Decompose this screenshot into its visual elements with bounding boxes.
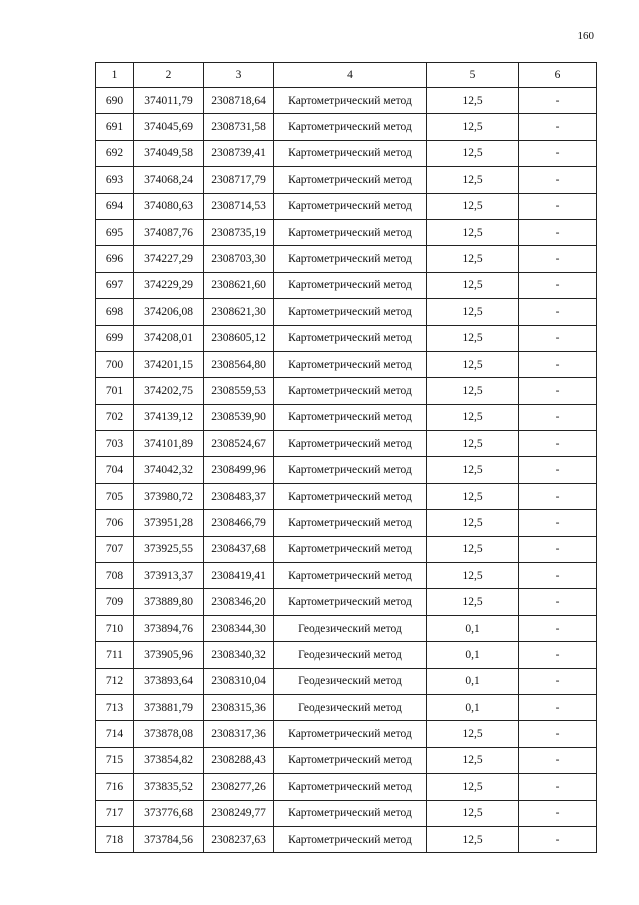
- x-coordinate-cell: 374208,01: [134, 325, 204, 351]
- column-header: 1: [96, 63, 134, 88]
- method-cell: Картометрический метод: [274, 325, 427, 351]
- point-number-cell: 702: [96, 404, 134, 430]
- point-number-cell: 717: [96, 800, 134, 826]
- method-cell: Картометрический метод: [274, 404, 427, 430]
- note-cell: -: [519, 140, 597, 166]
- table-row: [96, 615, 597, 641]
- column-header: 4: [274, 63, 427, 88]
- method-cell: Картометрический метод: [274, 167, 427, 193]
- y-coordinate-cell: 2308731,58: [204, 114, 274, 140]
- y-coordinate-cell: 2308466,79: [204, 510, 274, 536]
- accuracy-cell: 12,5: [427, 88, 519, 114]
- point-number-cell: 698: [96, 299, 134, 325]
- column-header: 2: [134, 63, 204, 88]
- table-row: [96, 431, 597, 457]
- point-number-cell: 697: [96, 272, 134, 298]
- x-coordinate-cell: 374139,12: [134, 404, 204, 430]
- point-number-cell: 718: [96, 826, 134, 852]
- point-number-cell: 700: [96, 351, 134, 377]
- accuracy-cell: 12,5: [427, 167, 519, 193]
- accuracy-cell: 12,5: [427, 140, 519, 166]
- accuracy-cell: 12,5: [427, 219, 519, 245]
- method-cell: Картометрический метод: [274, 193, 427, 219]
- x-coordinate-cell: 374227,29: [134, 246, 204, 272]
- coordinates-table: [95, 62, 597, 853]
- y-coordinate-cell: 2308237,63: [204, 826, 274, 852]
- method-cell: Картометрический метод: [274, 747, 427, 773]
- y-coordinate-cell: 2308718,64: [204, 88, 274, 114]
- table-row: [96, 774, 597, 800]
- y-coordinate-cell: 2308499,96: [204, 457, 274, 483]
- accuracy-cell: 12,5: [427, 378, 519, 404]
- x-coordinate-cell: 373925,55: [134, 536, 204, 562]
- table-row: [96, 589, 597, 615]
- y-coordinate-cell: 2308437,68: [204, 536, 274, 562]
- method-cell: Картометрический метод: [274, 272, 427, 298]
- y-coordinate-cell: 2308564,80: [204, 351, 274, 377]
- note-cell: -: [519, 325, 597, 351]
- note-cell: -: [519, 642, 597, 668]
- y-coordinate-cell: 2308621,60: [204, 272, 274, 298]
- accuracy-cell: 0,1: [427, 615, 519, 641]
- table-row: [96, 299, 597, 325]
- note-cell: -: [519, 668, 597, 694]
- accuracy-cell: 12,5: [427, 404, 519, 430]
- y-coordinate-cell: 2308717,79: [204, 167, 274, 193]
- method-cell: Картометрический метод: [274, 721, 427, 747]
- table-row: [96, 563, 597, 589]
- accuracy-cell: 12,5: [427, 721, 519, 747]
- table-row: [96, 483, 597, 509]
- y-coordinate-cell: 2308621,30: [204, 299, 274, 325]
- x-coordinate-cell: 373893,64: [134, 668, 204, 694]
- note-cell: -: [519, 457, 597, 483]
- method-cell: Картометрический метод: [274, 114, 427, 140]
- x-coordinate-cell: 374049,58: [134, 140, 204, 166]
- note-cell: -: [519, 351, 597, 377]
- point-number-cell: 709: [96, 589, 134, 615]
- method-cell: Геодезический метод: [274, 642, 427, 668]
- note-cell: -: [519, 483, 597, 509]
- point-number-cell: 703: [96, 431, 134, 457]
- table-row: [96, 800, 597, 826]
- method-cell: Картометрический метод: [274, 457, 427, 483]
- note-cell: -: [519, 404, 597, 430]
- table-row: [96, 246, 597, 272]
- accuracy-cell: 12,5: [427, 299, 519, 325]
- accuracy-cell: 12,5: [427, 325, 519, 351]
- method-cell: Картометрический метод: [274, 800, 427, 826]
- point-number-cell: 704: [96, 457, 134, 483]
- y-coordinate-cell: 2308344,30: [204, 615, 274, 641]
- y-coordinate-cell: 2308346,20: [204, 589, 274, 615]
- point-number-cell: 706: [96, 510, 134, 536]
- note-cell: -: [519, 193, 597, 219]
- x-coordinate-cell: 373835,52: [134, 774, 204, 800]
- note-cell: -: [519, 694, 597, 720]
- x-coordinate-cell: 373894,76: [134, 615, 204, 641]
- table-row: [96, 88, 597, 114]
- table-row: [96, 694, 597, 720]
- y-coordinate-cell: 2308703,30: [204, 246, 274, 272]
- point-number-cell: 714: [96, 721, 134, 747]
- point-number-cell: 712: [96, 668, 134, 694]
- point-number-cell: 690: [96, 88, 134, 114]
- x-coordinate-cell: 374229,29: [134, 272, 204, 298]
- method-cell: Картометрический метод: [274, 536, 427, 562]
- note-cell: -: [519, 800, 597, 826]
- x-coordinate-cell: 373905,96: [134, 642, 204, 668]
- y-coordinate-cell: 2308317,36: [204, 721, 274, 747]
- page-number: 160: [577, 30, 594, 42]
- point-number-cell: 711: [96, 642, 134, 668]
- y-coordinate-cell: 2308714,53: [204, 193, 274, 219]
- accuracy-cell: 12,5: [427, 510, 519, 536]
- table-row: [96, 404, 597, 430]
- note-cell: -: [519, 615, 597, 641]
- y-coordinate-cell: 2308483,37: [204, 483, 274, 509]
- point-number-cell: 713: [96, 694, 134, 720]
- method-cell: Картометрический метод: [274, 431, 427, 457]
- note-cell: -: [519, 114, 597, 140]
- point-number-cell: 716: [96, 774, 134, 800]
- table-row: [96, 826, 597, 852]
- x-coordinate-cell: 374045,69: [134, 114, 204, 140]
- note-cell: -: [519, 747, 597, 773]
- x-coordinate-cell: 373889,80: [134, 589, 204, 615]
- accuracy-cell: 12,5: [427, 563, 519, 589]
- method-cell: Картометрический метод: [274, 140, 427, 166]
- y-coordinate-cell: 2308277,26: [204, 774, 274, 800]
- table-row: [96, 193, 597, 219]
- point-number-cell: 693: [96, 167, 134, 193]
- note-cell: -: [519, 774, 597, 800]
- point-number-cell: 694: [96, 193, 134, 219]
- method-cell: Картометрический метод: [274, 589, 427, 615]
- note-cell: -: [519, 88, 597, 114]
- point-number-cell: 692: [96, 140, 134, 166]
- x-coordinate-cell: 373776,68: [134, 800, 204, 826]
- table-row: [96, 747, 597, 773]
- method-cell: Картометрический метод: [274, 351, 427, 377]
- table-row: [96, 325, 597, 351]
- x-coordinate-cell: 373980,72: [134, 483, 204, 509]
- note-cell: -: [519, 510, 597, 536]
- accuracy-cell: 12,5: [427, 536, 519, 562]
- y-coordinate-cell: 2308735,19: [204, 219, 274, 245]
- x-coordinate-cell: 374201,15: [134, 351, 204, 377]
- x-coordinate-cell: 374080,63: [134, 193, 204, 219]
- x-coordinate-cell: 374011,79: [134, 88, 204, 114]
- y-coordinate-cell: 2308539,90: [204, 404, 274, 430]
- table-row: [96, 114, 597, 140]
- method-cell: Картометрический метод: [274, 483, 427, 509]
- table-row: [96, 536, 597, 562]
- x-coordinate-cell: 374101,89: [134, 431, 204, 457]
- x-coordinate-cell: 373878,08: [134, 721, 204, 747]
- note-cell: -: [519, 721, 597, 747]
- point-number-cell: 696: [96, 246, 134, 272]
- column-header: 3: [204, 63, 274, 88]
- point-number-cell: 708: [96, 563, 134, 589]
- x-coordinate-cell: 374202,75: [134, 378, 204, 404]
- y-coordinate-cell: 2308315,36: [204, 694, 274, 720]
- table-row: [96, 351, 597, 377]
- x-coordinate-cell: 373854,82: [134, 747, 204, 773]
- x-coordinate-cell: 374087,76: [134, 219, 204, 245]
- note-cell: -: [519, 246, 597, 272]
- method-cell: Геодезический метод: [274, 668, 427, 694]
- note-cell: -: [519, 219, 597, 245]
- method-cell: Картометрический метод: [274, 88, 427, 114]
- point-number-cell: 707: [96, 536, 134, 562]
- point-number-cell: 705: [96, 483, 134, 509]
- x-coordinate-cell: 374042,32: [134, 457, 204, 483]
- table-row: [96, 642, 597, 668]
- note-cell: -: [519, 167, 597, 193]
- x-coordinate-cell: 373784,56: [134, 826, 204, 852]
- table-row: [96, 721, 597, 747]
- note-cell: -: [519, 378, 597, 404]
- method-cell: Картометрический метод: [274, 378, 427, 404]
- method-cell: Картометрический метод: [274, 219, 427, 245]
- accuracy-cell: 12,5: [427, 826, 519, 852]
- method-cell: Геодезический метод: [274, 615, 427, 641]
- header-row: [96, 63, 597, 88]
- table-row: [96, 140, 597, 166]
- point-number-cell: 691: [96, 114, 134, 140]
- y-coordinate-cell: 2308605,12: [204, 325, 274, 351]
- accuracy-cell: 0,1: [427, 694, 519, 720]
- note-cell: -: [519, 536, 597, 562]
- table-row: [96, 510, 597, 536]
- table-row: [96, 378, 597, 404]
- point-number-cell: 695: [96, 219, 134, 245]
- y-coordinate-cell: 2308249,77: [204, 800, 274, 826]
- accuracy-cell: 12,5: [427, 747, 519, 773]
- note-cell: -: [519, 589, 597, 615]
- accuracy-cell: 12,5: [427, 589, 519, 615]
- method-cell: Картометрический метод: [274, 299, 427, 325]
- y-coordinate-cell: 2308340,32: [204, 642, 274, 668]
- note-cell: -: [519, 826, 597, 852]
- y-coordinate-cell: 2308739,41: [204, 140, 274, 166]
- point-number-cell: 699: [96, 325, 134, 351]
- accuracy-cell: 12,5: [427, 114, 519, 140]
- method-cell: Картометрический метод: [274, 563, 427, 589]
- note-cell: -: [519, 299, 597, 325]
- accuracy-cell: 12,5: [427, 457, 519, 483]
- y-coordinate-cell: 2308419,41: [204, 563, 274, 589]
- y-coordinate-cell: 2308288,43: [204, 747, 274, 773]
- method-cell: Картометрический метод: [274, 246, 427, 272]
- point-number-cell: 710: [96, 615, 134, 641]
- accuracy-cell: 12,5: [427, 774, 519, 800]
- y-coordinate-cell: 2308524,67: [204, 431, 274, 457]
- table-row: [96, 457, 597, 483]
- x-coordinate-cell: 373913,37: [134, 563, 204, 589]
- method-cell: Геодезический метод: [274, 694, 427, 720]
- table-row: [96, 167, 597, 193]
- accuracy-cell: 12,5: [427, 431, 519, 457]
- table-row: [96, 668, 597, 694]
- note-cell: -: [519, 272, 597, 298]
- y-coordinate-cell: 2308310,04: [204, 668, 274, 694]
- method-cell: Картометрический метод: [274, 510, 427, 536]
- note-cell: -: [519, 563, 597, 589]
- y-coordinate-cell: 2308559,53: [204, 378, 274, 404]
- table-row: [96, 219, 597, 245]
- accuracy-cell: 12,5: [427, 272, 519, 298]
- x-coordinate-cell: 373881,79: [134, 694, 204, 720]
- accuracy-cell: 12,5: [427, 483, 519, 509]
- table-row: [96, 272, 597, 298]
- accuracy-cell: 12,5: [427, 246, 519, 272]
- accuracy-cell: 0,1: [427, 668, 519, 694]
- accuracy-cell: 12,5: [427, 193, 519, 219]
- table-body: [96, 63, 597, 853]
- accuracy-cell: 12,5: [427, 351, 519, 377]
- accuracy-cell: 0,1: [427, 642, 519, 668]
- method-cell: Картометрический метод: [274, 774, 427, 800]
- x-coordinate-cell: 374206,08: [134, 299, 204, 325]
- point-number-cell: 701: [96, 378, 134, 404]
- note-cell: -: [519, 431, 597, 457]
- point-number-cell: 715: [96, 747, 134, 773]
- x-coordinate-cell: 373951,28: [134, 510, 204, 536]
- column-header: 5: [427, 63, 519, 88]
- x-coordinate-cell: 374068,24: [134, 167, 204, 193]
- method-cell: Картометрический метод: [274, 826, 427, 852]
- accuracy-cell: 12,5: [427, 800, 519, 826]
- column-header: 6: [519, 63, 597, 88]
